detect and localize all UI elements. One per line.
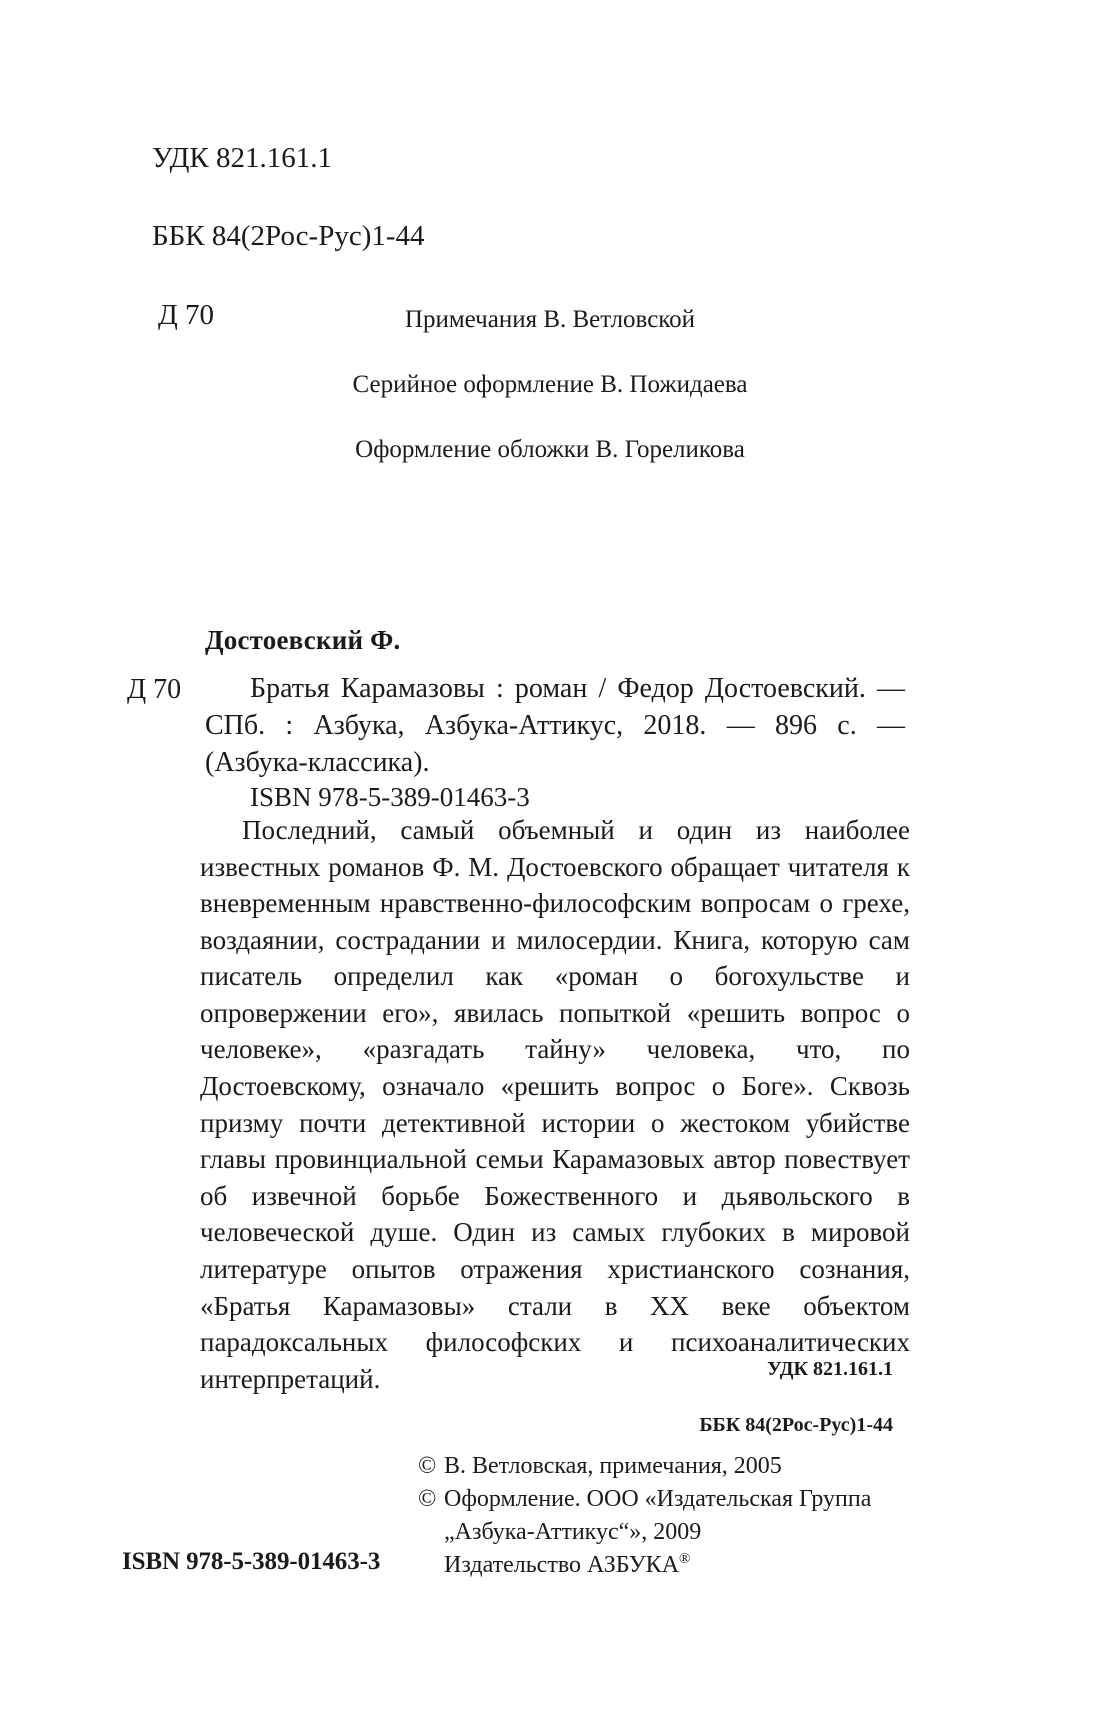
copyright-design-text: Оформление. ООО «Издательская Группа [444, 1485, 872, 1512]
copyright-icon: © [418, 1485, 437, 1512]
credits-block [0, 305, 1100, 465]
shelfmark-top: Д 70 [158, 298, 215, 331]
credit-cover-design: Оформление обложки В. Гореликова [355, 436, 745, 463]
registered-trademark-icon: ® [679, 1550, 691, 1567]
record-shelfmark: Д 70 [127, 674, 182, 705]
copyright-row-design [418, 1483, 871, 1549]
footer-isbn: ISBN 978-5-389-01463-3 [122, 1548, 381, 1575]
record-author: Достоевский Ф. [205, 625, 401, 655]
record-description: Братья Карамазовы : роман / Федор Достоевский. — СПб. : Азбука, Азбука-Аттикус, 2018. — 896 с. — (Азбука-классика). [205, 673, 905, 779]
credit-notes: Примечания В. Ветловской [404, 306, 696, 333]
copyright-list [418, 1450, 871, 1582]
udk-code-top: УДК 821.161.1 [152, 142, 332, 175]
publisher-label: Издательство АЗБУКА [444, 1551, 680, 1578]
copyright-notes-text: В. Ветловская, примечания, 2005 [444, 1453, 782, 1479]
annotation-text: Последний, самый объемный и один из наиболее известных романов Ф. М. Достоевского обращает читателя к вневременным нравственно-философским вопросам о грехе, воздаянии, сострадании и милосердии. Книга, которую сам писатель определил как «роман о богохульстве и опровержении его», явилась попыткой «решить вопрос о человеке», «разгадать тайну» человека, что, по Достоевскому, означало «решить вопрос о Боге». Сквозь призму почти детективной истории о жестоком убийстве главы провинциальной семьи Карамазовых автор повествует об извечной борьбе Божественного и дьявольского в человеческой душе. Один из самых глубоких в мировой литературе опытов отражения христианского сознания, «Братья Карамазовы» стали в XX веке объектом парадоксальных философских и психоаналитических интерпретаций. [200, 815, 910, 1394]
publisher-name [418, 1549, 871, 1582]
record-isbn: ISBN 978-5-389-01463-3 [250, 782, 530, 812]
copyright-design-continuation: „Азбука-Аттикус“», 2009 [444, 1518, 702, 1545]
credit-series-design: Серийное оформление В. Пожидаева [352, 371, 748, 398]
udk-code-repeat: УДК 821.161.1 [767, 1358, 893, 1380]
publisher-row [418, 1549, 871, 1582]
copyright-row-notes [418, 1450, 871, 1483]
bbk-code-top: ББК 84(2Рос-Рус)1-44 [152, 220, 425, 253]
footer-block [0, 1450, 1100, 1590]
copyright-icon: © [418, 1453, 437, 1479]
cip-classification-repeat [0, 1327, 893, 1467]
bbk-code-repeat: ББК 84(2Рос-Рус)1-44 [699, 1414, 893, 1436]
